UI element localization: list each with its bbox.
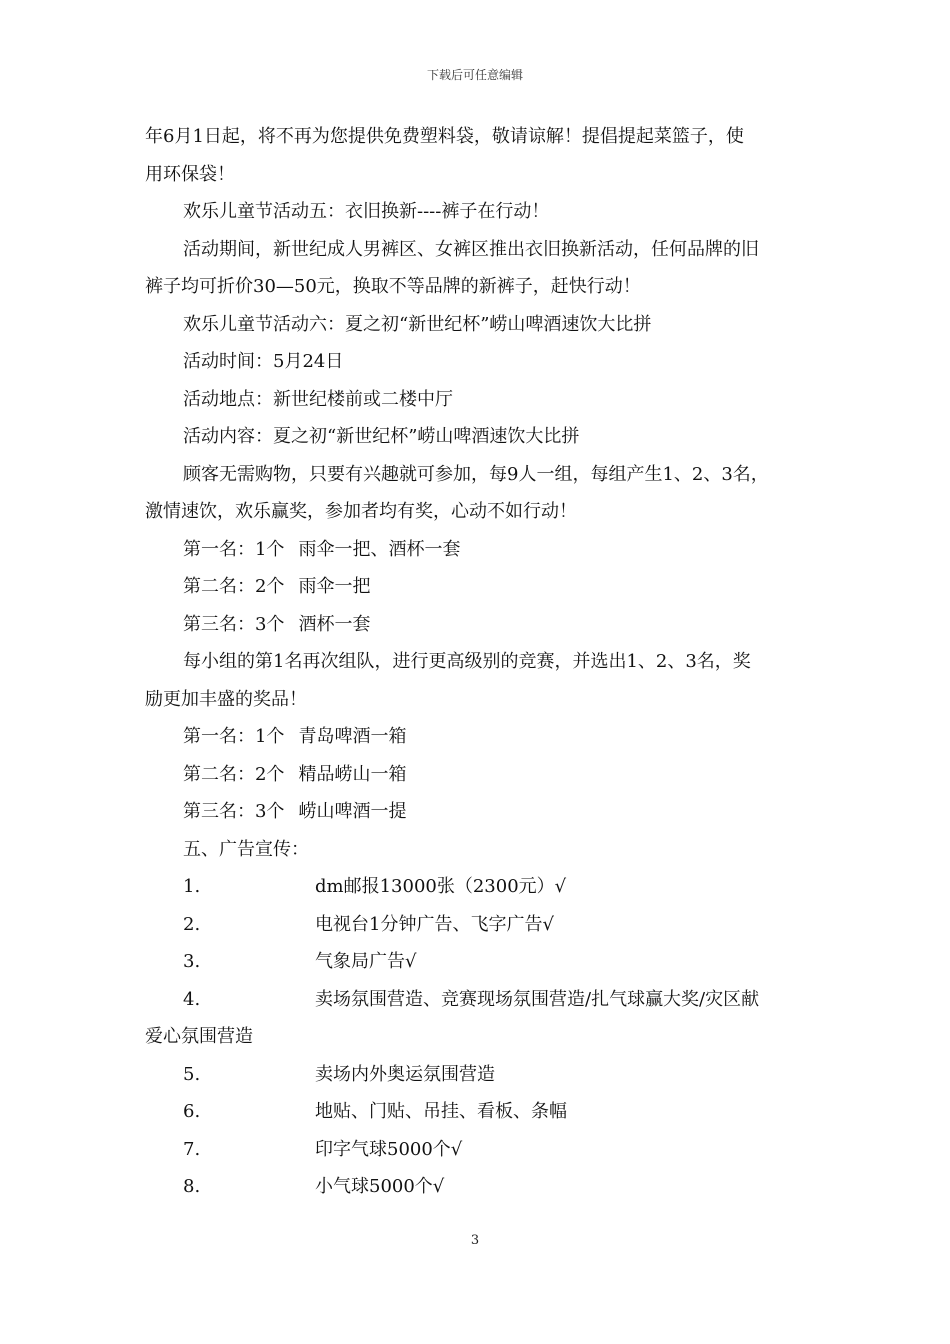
prize-line <box>145 718 815 756</box>
list-number: 5. <box>183 1063 201 1085</box>
prize-line <box>145 756 815 794</box>
list-number: 4. <box>183 988 201 1010</box>
page-header: 下载后可任意编辑 <box>426 68 523 82</box>
prize-line <box>145 568 815 606</box>
section-heading: 五、广告宣传： <box>183 838 309 860</box>
list-item <box>145 906 815 944</box>
list-text: 气象局广告√ <box>315 951 417 972</box>
activity6-title: 欢乐儿童节活动六：夏之初“新世纪杯”崂山啤酒速饮大比拼 <box>183 313 652 335</box>
prize-award: 崂山啤酒一提 <box>298 801 407 822</box>
prize-award: 青岛啤酒一箱 <box>298 726 407 747</box>
prize-line <box>145 793 815 831</box>
list-item-continuation: 爱心氛围营造 <box>145 1026 253 1047</box>
paragraph-line: 顾客无需购物，只要有兴趣就可参加，每9人一组，每组产生1、2、3名， <box>183 463 769 485</box>
paragraph-line: 励更加丰盛的奖品！ <box>145 688 307 710</box>
prize-award: 酒杯一套 <box>298 613 371 635</box>
list-number: 3. <box>183 951 201 972</box>
activity6-place: 活动地点：新世纪楼前或二楼中厅 <box>183 388 453 410</box>
paragraph-line: 活动期间，新世纪成人男裤区、女裤区推出衣旧换新活动，任何品牌的旧 <box>183 238 759 260</box>
paragraph-line: 用环保袋！ <box>145 163 235 185</box>
page-number: 3 <box>470 1233 480 1248</box>
prize-award: 精品崂山一箱 <box>298 763 407 785</box>
prize-line <box>145 531 815 569</box>
paragraph-line: 激情速饮，欢乐赢奖，参加者均有奖，心动不如行动！ <box>145 501 577 522</box>
list-text: 电视台1分钟广告、飞字广告√ <box>315 913 554 935</box>
list-number: 1. <box>183 876 201 897</box>
list-item <box>145 1056 815 1094</box>
list-number: 8. <box>183 1176 201 1197</box>
list-item <box>145 1093 815 1131</box>
prize-award: 雨伞一把、酒杯一套 <box>298 538 461 560</box>
prize-rank: 第二名：2个 <box>183 576 285 597</box>
list-text: 地贴、门贴、吊挂、看板、条幅 <box>315 1101 567 1122</box>
prize-award: 雨伞一把 <box>298 576 371 597</box>
paragraph-line: 裤子均可折价30—50元，换取不等品牌的新裤子，赶快行动！ <box>145 276 641 297</box>
list-item <box>145 943 815 981</box>
prize-line <box>145 606 815 644</box>
prize-rank: 第三名：3个 <box>183 613 285 635</box>
list-item <box>145 1168 815 1206</box>
prize-rank: 第三名：3个 <box>183 801 285 822</box>
prize-rank: 第二名：2个 <box>183 763 285 785</box>
list-text: 卖场内外奥运氛围营造 <box>315 1063 495 1085</box>
activity5-title: 欢乐儿童节活动五：衣旧换新----裤子在行动！ <box>183 201 550 222</box>
list-text: dm邮报13000张（2300元）√ <box>315 876 567 897</box>
list-item <box>145 868 815 906</box>
list-text: 小气球5000个√ <box>315 1176 445 1197</box>
paragraph-line: 年6月1日起，将不再为您提供免费塑料袋，敬请谅解！提倡提起菜篮子，使 <box>145 126 744 147</box>
list-number: 6. <box>183 1101 201 1122</box>
list-item <box>145 1131 815 1169</box>
list-text: 卖场氛围营造、竞赛现场氛围营造/扎气球赢大奖/灾区献 <box>315 988 760 1010</box>
list-item <box>145 981 815 1019</box>
document-body <box>145 118 815 1206</box>
activity6-time: 活动时间：5月24日 <box>183 351 344 372</box>
paragraph-line: 每小组的第1名再次组队，进行更高级别的竞赛，并选出1、2、3名，奖 <box>183 651 751 672</box>
list-text: 印字气球5000个√ <box>315 1138 463 1160</box>
prize-rank: 第一名：1个 <box>183 538 285 560</box>
list-number: 7. <box>183 1138 201 1160</box>
list-number: 2. <box>183 913 201 935</box>
prize-rank: 第一名：1个 <box>183 726 285 747</box>
activity6-content: 活动内容：夏之初“新世纪杯”崂山啤酒速饮大比拼 <box>183 426 580 447</box>
